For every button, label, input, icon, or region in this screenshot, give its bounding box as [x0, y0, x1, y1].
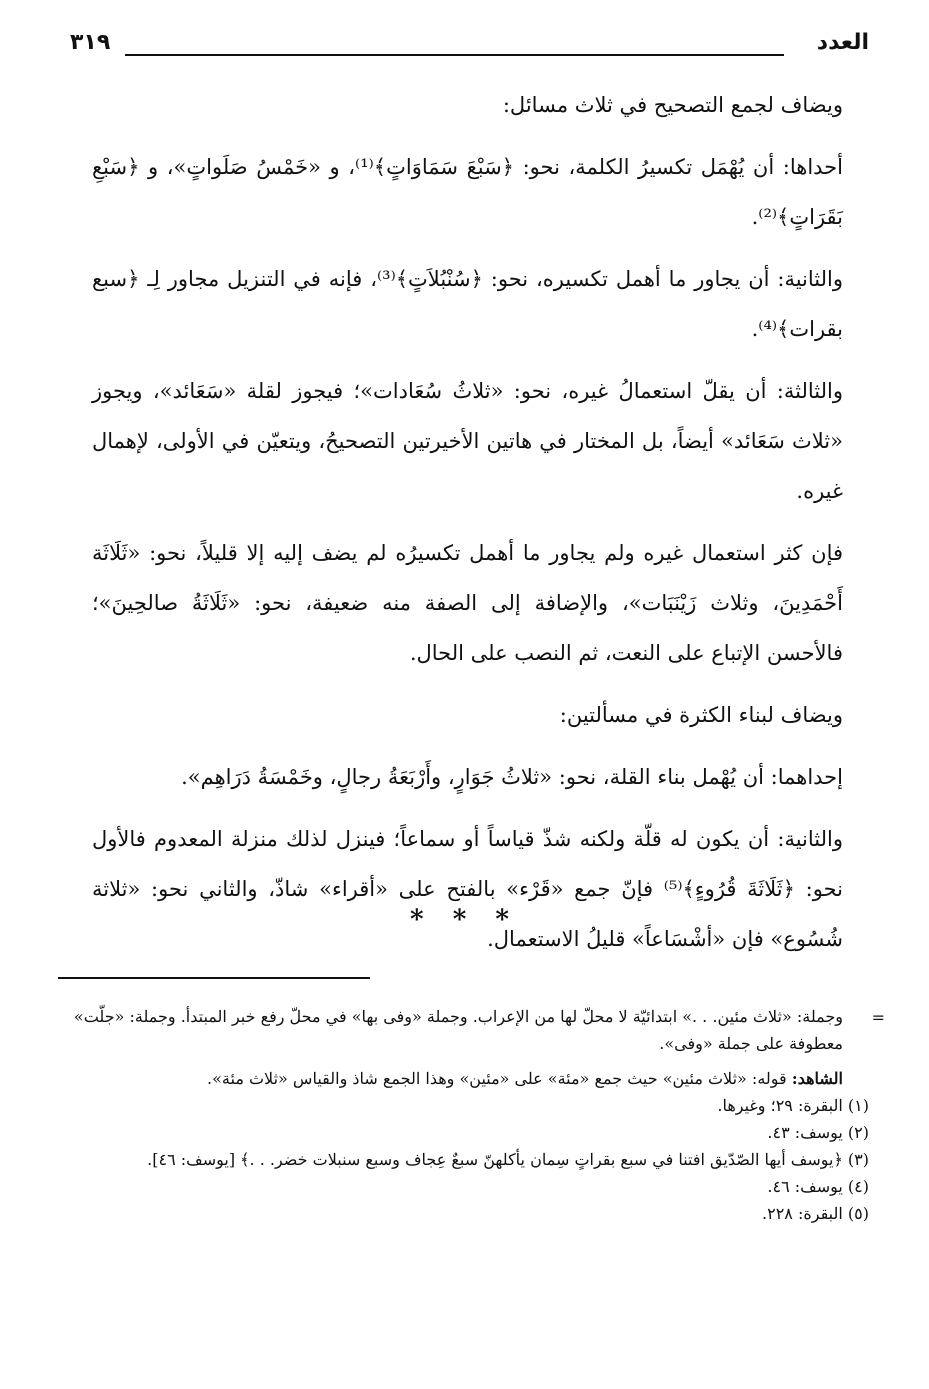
header-rule — [125, 54, 784, 56]
main-text — [92, 80, 869, 964]
section-separator: * * * — [410, 905, 519, 935]
paragraph: والثانية: أن يجاور ما أهمل تكسيره، نحو: ﴿سُنْبُلاَتٍ﴾⁽³⁾، فإنه في التنزيل مجاور لِـ ﴿سبع بقرات﴾⁽⁴⁾. — [92, 267, 843, 341]
footnote-item: (٣) ﴿يوسف أيها الصّدّيق افتنا في سبع بقراتٍ سِمان يأكلهنّ سبعٌ عِجاف وسبع سنبلات خضر. . .﴾ [يوسف: ٤٦]. — [147, 1150, 869, 1169]
shahid-text: قوله: «ثلاث مئين» حيث جمع «مئة» على «مئين» وهذا الجمع شاذ والقياس «ثلاث مئة». — [207, 1069, 787, 1088]
paragraph: فإن كثر استعمال غيره ولم يجاور ما أهمل تكسيرُه لم يضف إليه إلا قليلاً، نحو: «ثَلَاثَة أَحْمَدِينَ، وثلاث زَيْنَبَات»، والإضافة إلى الصفة منه ضعيفة، نحو: «ثَلَاثَةُ صالحِينَ»؛ فالأحسن الإتباع على النعت، ثم النصب على الحال. — [92, 541, 843, 665]
paragraph: ويضاف لبناء الكثرة في مسألتين: — [559, 703, 843, 727]
paragraph: ويضاف لجمع التصحيح في ثلاث مسائل: — [502, 93, 843, 117]
footnote-continuation-mark: = — [871, 1008, 885, 1027]
footnotes — [58, 1003, 869, 1227]
shahid-label: الشاهد: — [791, 1069, 843, 1088]
footnote-rule — [58, 977, 370, 979]
paragraph: والثالثة: أن يقلّ استعمالُ غيره، نحو: «ثلاثُ سُعَادات»؛ فيجوز لقلة «سَعَائد»، ويجوز «ثلاث سَعَائد» أيضاً، بل المختار في هاتين الأخيرتين التصحيحُ، ويتعيّن في الأولى، لإهمال غيره. — [92, 379, 843, 503]
footnote-continuation: وجملة: «ثلاث مئين. . .» ابتدائيّة لا محلّ لها من الإعراب. وجملة «وفى بها» في محلّ رفع خبر المبتدأ. وجملة: «جلّت» معطوفة على جملة «وفى». — [73, 1007, 843, 1053]
paragraph: إحداهما: أن يُهْمل بناء القلة، نحو: «ثلاثُ جَوَارٍ، وأَرْبَعَةُ رجالٍ، وخَمْسَةُ دَرَاهِم». — [181, 765, 843, 789]
footnote-item: (٤) يوسف: ٤٦. — [767, 1177, 869, 1196]
footnote-item: (١) البقرة: ٢٩؛ وغيرها. — [717, 1096, 869, 1115]
paragraph: والثانية: أن يكون له قلّة ولكنه شذّ قياساً أو سماعاً؛ فينزل لذلك منزلة المعدوم فالأول نحو: ﴿ثَلَاثَةَ قُرُوءٍ﴾⁽⁵⁾ فإنّ جمع «قَرْء» بالفتح على «أقراء» شاذّ، والثاني نحو: «ثلاثة شُسُوع» فإن «أشْسَاعاً» قليلُ الاستعمال. — [92, 827, 843, 951]
chapter-title: العدد — [816, 30, 869, 55]
page-number: ٣١٩ — [70, 30, 111, 55]
paragraph: أحداها: أن يُهْمَل تكسيرُ الكلمة، نحو: ﴿سَبْعَ سَمَاوَاتٍ﴾⁽¹⁾، و «خَمْسُ صَلَواتٍ»، و ﴿سَبْعِ بَقَرَاتٍ﴾⁽²⁾. — [92, 155, 843, 229]
shahid-note — [58, 1065, 869, 1092]
footnote-item: (٢) يوسف: ٤٣. — [767, 1123, 869, 1142]
footnote-item: (٥) البقرة: ٢٢٨. — [762, 1204, 869, 1223]
page-header — [70, 30, 869, 70]
